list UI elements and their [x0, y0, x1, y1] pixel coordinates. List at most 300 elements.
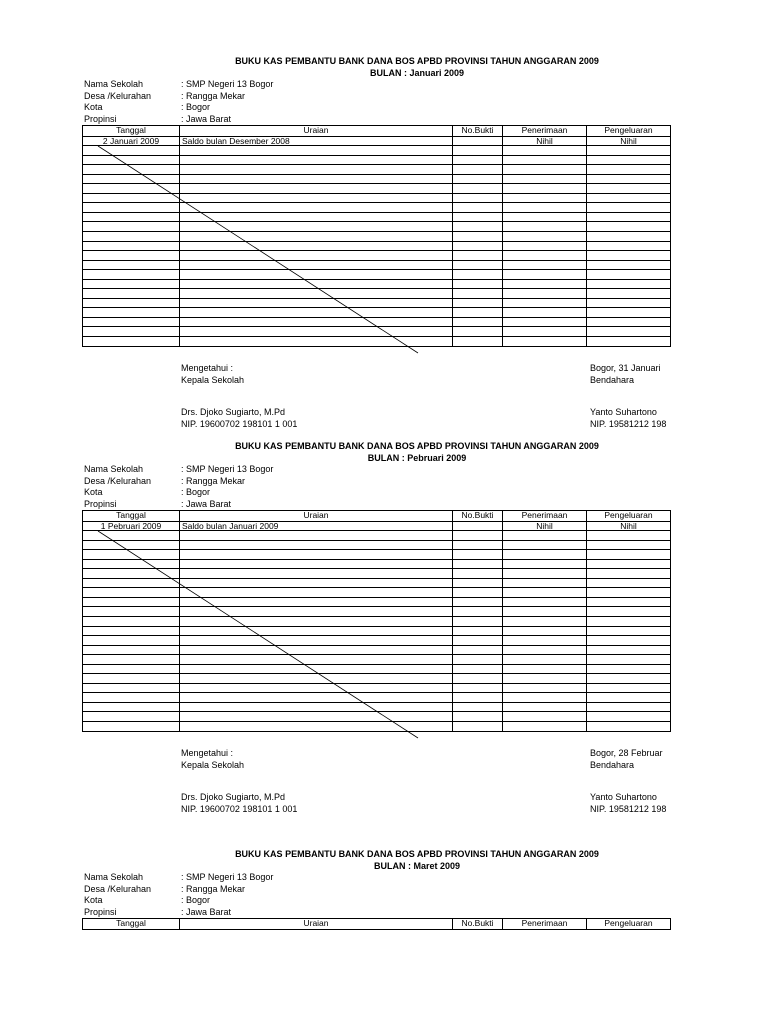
table-cell [180, 722, 453, 732]
info-row-city [84, 895, 273, 907]
table-cell [83, 598, 180, 608]
info-value: : Rangga Mekar [181, 90, 246, 101]
table-cell [180, 251, 453, 261]
table-cell [83, 165, 180, 175]
table-cell [180, 184, 453, 194]
table-cell [83, 627, 180, 637]
table-cell [453, 289, 503, 299]
table-cell [453, 627, 503, 637]
table-row [83, 203, 671, 213]
table-cell [587, 665, 671, 675]
table-cell [503, 156, 587, 166]
table-cell [453, 327, 503, 337]
place-date: Bogor, 31 Januari [590, 363, 661, 373]
table-cell [180, 531, 453, 541]
info-row-school [84, 464, 273, 476]
treasurer-title: Bendahara [590, 374, 635, 385]
acknowledged-label: Mengetahui : [181, 748, 234, 758]
cell-tanggal: 2 Januari 2009 [83, 137, 180, 147]
table-cell [180, 627, 453, 637]
table-row [83, 327, 671, 337]
table-row [83, 232, 671, 242]
table-cell [453, 280, 503, 290]
info-value: : Jawa Barat [181, 906, 232, 917]
table-cell [180, 655, 453, 665]
table-cell [83, 156, 180, 166]
table-row [83, 722, 671, 732]
treasurer-nip: NIP. 19581212 198 [590, 803, 667, 814]
header-pengeluaran: Pengeluaran [587, 919, 671, 930]
info-label: Desa /Kelurahan [84, 90, 152, 101]
table-cell [453, 146, 503, 156]
table-row [83, 550, 671, 560]
table-cell [180, 541, 453, 551]
table-cell [453, 588, 503, 598]
table-row [83, 137, 671, 147]
table-cell [180, 146, 453, 156]
table-cell [83, 270, 180, 280]
table-cell [180, 636, 453, 646]
table-cell [83, 242, 180, 252]
table-cell [503, 712, 587, 722]
table-cell [83, 579, 180, 589]
table-cell [503, 318, 587, 328]
header-no-bukti: No.Bukti [453, 126, 503, 137]
ledger-table [82, 125, 671, 347]
table-cell [503, 299, 587, 309]
school-info [84, 872, 273, 918]
table-cell [587, 655, 671, 665]
info-value: : SMP Negeri 13 Bogor [181, 464, 274, 474]
table-cell [83, 541, 180, 551]
info-row-village [84, 91, 273, 103]
table-cell [180, 693, 453, 703]
table-cell [83, 280, 180, 290]
header-penerimaan: Penerimaan [503, 126, 587, 137]
table-row [83, 242, 671, 252]
table-cell [587, 636, 671, 646]
table-cell [180, 337, 453, 347]
table-cell [180, 560, 453, 570]
table-cell [503, 242, 587, 252]
month-label: BULAN : Januari 2009 [369, 68, 465, 78]
table-cell [587, 541, 671, 551]
table-header-row [83, 126, 671, 137]
table-cell [453, 598, 503, 608]
table-cell [587, 712, 671, 722]
table-cell [503, 184, 587, 194]
table-cell [453, 194, 503, 204]
table-cell [503, 560, 587, 570]
info-value: : Bogor [181, 487, 211, 497]
table-cell [503, 337, 587, 347]
table-cell [503, 165, 587, 175]
table-cell [180, 270, 453, 280]
table-cell [503, 146, 587, 156]
table-cell [503, 655, 587, 665]
cell-no-bukti [453, 522, 503, 532]
treasurer-name: Yanto Suhartono [590, 407, 657, 417]
document-title: BUKU KAS PEMBANTU BANK DANA BOS APBD PROVINSI TAHUN ANGGARAN 2009 [235, 441, 599, 451]
table-cell [180, 299, 453, 309]
table-cell [587, 588, 671, 598]
header-tanggal: Tanggal [83, 126, 180, 137]
table-cell [453, 308, 503, 318]
table-cell [180, 232, 453, 242]
table-cell [453, 213, 503, 223]
cell-uraian: Saldo bulan Desember 2008 [180, 137, 453, 147]
table-row [83, 560, 671, 570]
table-cell [587, 693, 671, 703]
table-row [83, 184, 671, 194]
table-cell [503, 598, 587, 608]
table-cell [503, 270, 587, 280]
info-value: : Rangga Mekar [181, 475, 246, 486]
table-cell [587, 598, 671, 608]
table-cell [83, 550, 180, 560]
table-header-row [83, 511, 671, 522]
principal-name: Drs. Djoko Sugiarto, M.Pd [181, 792, 286, 802]
table-cell [180, 318, 453, 328]
table-row [83, 299, 671, 309]
table-row [83, 222, 671, 232]
table-cell [453, 165, 503, 175]
table-cell [587, 607, 671, 617]
table-cell [587, 165, 671, 175]
header-no-bukti: No.Bukti [453, 511, 503, 522]
table-cell [453, 550, 503, 560]
table-cell [180, 222, 453, 232]
table-cell [453, 712, 503, 722]
table-cell [83, 261, 180, 271]
cell-uraian: Saldo bulan Januari 2009 [180, 522, 453, 532]
info-row-school [84, 79, 273, 91]
table-cell [503, 722, 587, 732]
table-cell [180, 156, 453, 166]
table-cell [503, 588, 587, 598]
header-no-bukti: No.Bukti [453, 919, 503, 930]
place-date: Bogor, 28 Februar [590, 748, 663, 758]
table-cell [180, 712, 453, 722]
header-uraian: Uraian [180, 511, 453, 522]
acknowledged-label: Mengetahui : [181, 363, 234, 373]
table-cell [180, 617, 453, 627]
table-cell [587, 722, 671, 732]
signature-right [590, 748, 670, 815]
table-cell [453, 646, 503, 656]
table-cell [83, 617, 180, 627]
table-row [83, 588, 671, 598]
table-cell [83, 693, 180, 703]
principal-title: Kepala Sekolah [181, 759, 245, 770]
table-cell [453, 722, 503, 732]
table-cell [587, 222, 671, 232]
table-cell [503, 646, 587, 656]
table-cell [587, 327, 671, 337]
info-row-village [84, 884, 273, 896]
table-cell [587, 184, 671, 194]
principal-nip: NIP. 19600702 198101 1 001 [181, 803, 298, 814]
table-cell [180, 327, 453, 337]
table-cell [587, 684, 671, 694]
table-row [83, 531, 671, 541]
info-label: Kota [84, 102, 103, 112]
table-cell [453, 617, 503, 627]
cell-penerimaan: Nihil [503, 522, 587, 532]
info-value: : Jawa Barat [181, 498, 232, 509]
table-cell [180, 261, 453, 271]
table-cell [503, 693, 587, 703]
info-row-village [84, 476, 273, 488]
table-cell [180, 569, 453, 579]
table-row [83, 213, 671, 223]
table-row [83, 655, 671, 665]
table-cell [83, 213, 180, 223]
table-row [83, 337, 671, 347]
table-cell [587, 646, 671, 656]
empty-rows [83, 531, 671, 731]
table-row [83, 712, 671, 722]
table-cell [503, 617, 587, 627]
info-value: : Bogor [181, 102, 211, 112]
ledger-table [82, 918, 671, 930]
cell-no-bukti [453, 137, 503, 147]
table-cell [180, 194, 453, 204]
info-row-city [84, 487, 273, 499]
table-cell [453, 541, 503, 551]
table-cell [453, 242, 503, 252]
document-title: BUKU KAS PEMBANTU BANK DANA BOS APBD PROVINSI TAHUN ANGGARAN 2009 [235, 849, 599, 859]
table-cell [453, 655, 503, 665]
table-cell [587, 146, 671, 156]
table-cell [453, 222, 503, 232]
table-cell [83, 232, 180, 242]
table-cell [587, 299, 671, 309]
table-row [83, 318, 671, 328]
table-cell [503, 674, 587, 684]
table-cell [503, 308, 587, 318]
table-cell [503, 579, 587, 589]
info-row-province [84, 114, 273, 126]
table-cell [503, 203, 587, 213]
table-row [83, 607, 671, 617]
table-cell [587, 251, 671, 261]
table-row [83, 617, 671, 627]
table-cell [83, 560, 180, 570]
table-cell [503, 261, 587, 271]
table-cell [180, 175, 453, 185]
header-penerimaan: Penerimaan [503, 511, 587, 522]
info-label: Propinsi [84, 906, 117, 917]
table-cell [453, 270, 503, 280]
table-cell [453, 531, 503, 541]
table-cell [83, 175, 180, 185]
table-cell [503, 627, 587, 637]
table-cell [83, 684, 180, 694]
cell-pengeluaran: Nihil [587, 522, 671, 532]
table-cell [83, 674, 180, 684]
table-cell [503, 327, 587, 337]
ledger-table [82, 510, 671, 732]
table-cell [503, 703, 587, 713]
table-cell [453, 684, 503, 694]
principal-title: Kepala Sekolah [181, 374, 245, 385]
table-cell [180, 213, 453, 223]
table-cell [180, 579, 453, 589]
table-row [83, 693, 671, 703]
table-cell [180, 242, 453, 252]
table-cell [83, 569, 180, 579]
header-tanggal: Tanggal [83, 919, 180, 930]
table-cell [587, 213, 671, 223]
header-pengeluaran: Pengeluaran [587, 126, 671, 137]
table-cell [180, 203, 453, 213]
table-cell [83, 722, 180, 732]
info-row-province [84, 499, 273, 511]
table-cell [503, 213, 587, 223]
table-row [83, 569, 671, 579]
treasurer-name: Yanto Suhartono [590, 792, 657, 802]
table-cell [503, 607, 587, 617]
table-cell [83, 184, 180, 194]
school-info [84, 464, 273, 510]
table-cell [503, 222, 587, 232]
table-cell [180, 646, 453, 656]
table-row [83, 308, 671, 318]
table-cell [453, 299, 503, 309]
table-cell [587, 337, 671, 347]
table-cell [503, 251, 587, 261]
table-row [83, 289, 671, 299]
table-cell [83, 588, 180, 598]
table-cell [587, 318, 671, 328]
table-cell [83, 327, 180, 337]
cell-tanggal: 1 Pebruari 2009 [83, 522, 180, 532]
table-row [83, 665, 671, 675]
info-value: : SMP Negeri 13 Bogor [181, 872, 274, 882]
info-label: Kota [84, 895, 103, 905]
table-cell [83, 703, 180, 713]
month-label: BULAN : Pebruari 2009 [367, 453, 467, 463]
treasurer-nip: NIP. 19581212 198 [590, 418, 667, 429]
table-cell [587, 203, 671, 213]
table-row [83, 194, 671, 204]
table-cell [503, 232, 587, 242]
table-row [83, 579, 671, 589]
table-cell [83, 289, 180, 299]
table-cell [453, 184, 503, 194]
table-row [83, 646, 671, 656]
table-cell [587, 674, 671, 684]
table-cell [83, 299, 180, 309]
table-cell [83, 251, 180, 261]
table-cell [83, 308, 180, 318]
info-label: Nama Sekolah [84, 464, 144, 474]
table-cell [503, 665, 587, 675]
table-cell [587, 242, 671, 252]
cell-pengeluaran: Nihil [587, 137, 671, 147]
table-row [83, 684, 671, 694]
header-uraian: Uraian [180, 919, 453, 930]
info-label: Nama Sekolah [84, 872, 144, 882]
table-cell [453, 203, 503, 213]
table-cell [453, 569, 503, 579]
info-row-school [84, 872, 273, 884]
table-cell [83, 636, 180, 646]
table-cell [503, 636, 587, 646]
table-cell [453, 579, 503, 589]
table-row [83, 627, 671, 637]
info-label: Kota [84, 487, 103, 497]
table-cell [83, 222, 180, 232]
table-cell [453, 674, 503, 684]
table-cell [180, 550, 453, 560]
table-cell [180, 588, 453, 598]
table-row [83, 146, 671, 156]
table-cell [453, 703, 503, 713]
info-label: Desa /Kelurahan [84, 883, 152, 894]
principal-name: Drs. Djoko Sugiarto, M.Pd [181, 407, 286, 417]
table-cell [587, 194, 671, 204]
table-row [83, 636, 671, 646]
table-cell [83, 607, 180, 617]
table-row [83, 598, 671, 608]
info-value: : Rangga Mekar [181, 883, 246, 894]
table-row [83, 703, 671, 713]
table-cell [587, 703, 671, 713]
table-cell [587, 627, 671, 637]
table-cell [453, 318, 503, 328]
table-cell [83, 337, 180, 347]
table-cell [180, 289, 453, 299]
table-cell [503, 289, 587, 299]
table-cell [453, 251, 503, 261]
table-cell [503, 541, 587, 551]
table-cell [180, 280, 453, 290]
info-label: Propinsi [84, 113, 117, 124]
document-title: BUKU KAS PEMBANTU BANK DANA BOS APBD PROVINSI TAHUN ANGGARAN 2009 [235, 56, 599, 66]
table-cell [587, 531, 671, 541]
table-row [83, 522, 671, 532]
info-row-city [84, 102, 273, 114]
table-cell [180, 598, 453, 608]
table-cell [180, 703, 453, 713]
table-cell [83, 203, 180, 213]
table-cell [83, 655, 180, 665]
table-cell [587, 550, 671, 560]
table-cell [503, 569, 587, 579]
empty-rows [83, 146, 671, 346]
header-pengeluaran: Pengeluaran [587, 511, 671, 522]
table-cell [587, 289, 671, 299]
signature-left [181, 748, 297, 815]
school-info [84, 79, 273, 125]
table-cell [453, 156, 503, 166]
table-cell [180, 684, 453, 694]
table-cell [587, 175, 671, 185]
treasurer-title: Bendahara [590, 759, 635, 770]
table-cell [180, 308, 453, 318]
table-row [83, 280, 671, 290]
cell-penerimaan: Nihil [503, 137, 587, 147]
table-row [83, 270, 671, 280]
table-cell [83, 531, 180, 541]
table-cell [587, 261, 671, 271]
table-cell [453, 232, 503, 242]
table-row [83, 156, 671, 166]
info-label: Propinsi [84, 498, 117, 509]
header-tanggal: Tanggal [83, 511, 180, 522]
